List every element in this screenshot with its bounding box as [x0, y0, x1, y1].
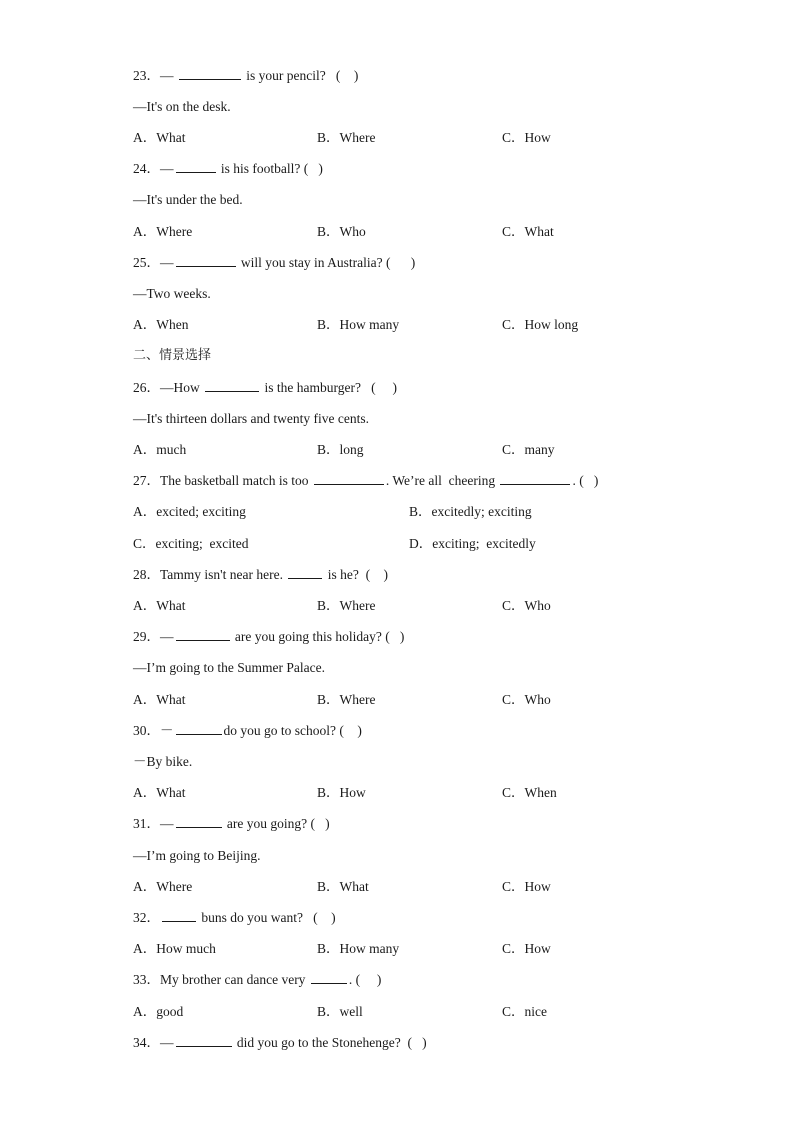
question-prefix: My brother can dance very	[160, 972, 306, 987]
option-c[interactable]: C．many	[502, 442, 555, 457]
answer-line: —It's thirteen dollars and twenty five cents.	[133, 411, 369, 426]
question-number: 28．	[133, 567, 160, 582]
option-a[interactable]: A．Where	[133, 224, 193, 239]
option-b[interactable]: B．How many	[317, 317, 400, 332]
option-a[interactable]: A．much	[133, 442, 187, 457]
answer-blank[interactable]	[176, 253, 236, 267]
answer-blank[interactable]	[176, 721, 222, 735]
answer-line: —Two weeks.	[133, 286, 211, 301]
option-a[interactable]: A．What	[133, 692, 186, 707]
question-prefix: Tammy isn't near here.	[160, 567, 283, 582]
question-number: 26．	[133, 380, 160, 395]
question-32	[133, 908, 336, 928]
question-number: 23．	[133, 68, 160, 83]
answer-blank[interactable]	[176, 814, 222, 828]
option-b[interactable]: B．long	[317, 442, 364, 457]
option-c[interactable]: C．exciting; excited	[133, 536, 249, 551]
question-text: are you going this holiday? ( )	[234, 629, 405, 644]
question-prefix: —	[160, 161, 174, 176]
option-a[interactable]: A．good	[133, 1004, 184, 1019]
question-30	[133, 721, 362, 741]
question-prefix: －	[160, 723, 174, 738]
option-a[interactable]: A．Where	[133, 879, 193, 894]
question-28	[133, 565, 388, 585]
question-number: 29．	[133, 629, 160, 644]
question-number: 32．	[133, 910, 160, 925]
question-33	[133, 970, 381, 990]
question-prefix: —	[160, 255, 174, 270]
answer-line: —It's on the desk.	[133, 99, 231, 114]
answer-blank[interactable]	[176, 627, 230, 641]
question-25	[133, 253, 415, 273]
option-a[interactable]: A．excited; exciting	[133, 504, 246, 519]
option-c[interactable]: C．How	[502, 941, 551, 956]
question-text: will you stay in Australia? ( )	[240, 255, 416, 270]
answer-blank[interactable]	[162, 908, 196, 922]
option-a[interactable]: A．When	[133, 317, 189, 332]
option-c[interactable]: C．How long	[502, 317, 579, 332]
answer-blank[interactable]	[311, 970, 347, 984]
question-text: is he? ( )	[327, 567, 389, 582]
answer-line: —It's under the bed.	[133, 192, 243, 207]
option-b[interactable]: B．excitedly; exciting	[409, 504, 532, 519]
question-number: 30．	[133, 723, 160, 738]
option-b[interactable]: B．How	[317, 785, 366, 800]
question-text: is your pencil? ( )	[246, 68, 359, 83]
section-title: 二、情景选择	[133, 348, 212, 363]
question-29	[133, 627, 404, 647]
option-b[interactable]: B．Where	[317, 692, 376, 707]
option-c[interactable]: C．nice	[502, 1004, 547, 1019]
question-text: are you going? ( )	[226, 816, 330, 831]
option-b[interactable]: B．How many	[317, 941, 400, 956]
option-a[interactable]: A．What	[133, 785, 186, 800]
option-b[interactable]: B．Where	[317, 130, 376, 145]
question-prefix: The basketball match is too	[160, 473, 309, 488]
question-text: . ( )	[572, 473, 599, 488]
option-a[interactable]: A．What	[133, 130, 186, 145]
option-b[interactable]: B．What	[317, 879, 369, 894]
answer-blank[interactable]	[500, 471, 570, 485]
question-prefix: —	[160, 629, 174, 644]
question-23	[133, 66, 358, 86]
question-31	[133, 814, 330, 834]
answer-line: －By bike.	[133, 754, 193, 769]
option-d[interactable]: D．exciting; excitedly	[409, 536, 536, 551]
option-b[interactable]: B．well	[317, 1004, 363, 1019]
question-prefix: —How	[160, 380, 200, 395]
option-a[interactable]: A．How much	[133, 941, 216, 956]
answer-blank[interactable]	[179, 66, 241, 80]
question-text: do you go to school? ( )	[223, 723, 362, 738]
answer-blank[interactable]	[314, 471, 384, 485]
option-c[interactable]: C．How	[502, 879, 551, 894]
question-number: 34．	[133, 1035, 160, 1050]
question-34	[133, 1033, 427, 1053]
question-number: 24．	[133, 161, 160, 176]
answer-blank[interactable]	[288, 565, 322, 579]
question-number: 33．	[133, 972, 160, 987]
option-c[interactable]: C．How	[502, 130, 551, 145]
question-number: 25．	[133, 255, 160, 270]
answer-blank[interactable]	[205, 378, 259, 392]
question-text: is the hamburger? ( )	[264, 380, 397, 395]
question-text: . ( )	[348, 972, 382, 987]
question-prefix: —	[160, 816, 174, 831]
option-b[interactable]: B．Where	[317, 598, 376, 613]
question-prefix: —	[160, 1035, 174, 1050]
option-c[interactable]: C．Who	[502, 598, 551, 613]
answer-blank[interactable]	[176, 1033, 232, 1047]
question-27	[133, 471, 598, 491]
question-text: buns do you want? ( )	[201, 910, 336, 925]
option-c[interactable]: C．What	[502, 224, 554, 239]
option-a[interactable]: A．What	[133, 598, 186, 613]
question-number: 31．	[133, 816, 160, 831]
question-number: 27．	[133, 473, 160, 488]
question-24	[133, 159, 323, 179]
option-b[interactable]: B．Who	[317, 224, 366, 239]
question-text: is his football? ( )	[220, 161, 323, 176]
option-c[interactable]: C．When	[502, 785, 557, 800]
answer-line: —I’m going to the Summer Palace.	[133, 660, 325, 675]
question-text: . We’re all cheering	[385, 473, 496, 488]
option-c[interactable]: C．Who	[502, 692, 551, 707]
answer-blank[interactable]	[176, 159, 216, 173]
question-26	[133, 378, 397, 398]
question-prefix: —	[160, 68, 174, 83]
question-text: did you go to the Stonehenge? ( )	[236, 1035, 427, 1050]
answer-line: —I’m going to Beijing.	[133, 848, 261, 863]
